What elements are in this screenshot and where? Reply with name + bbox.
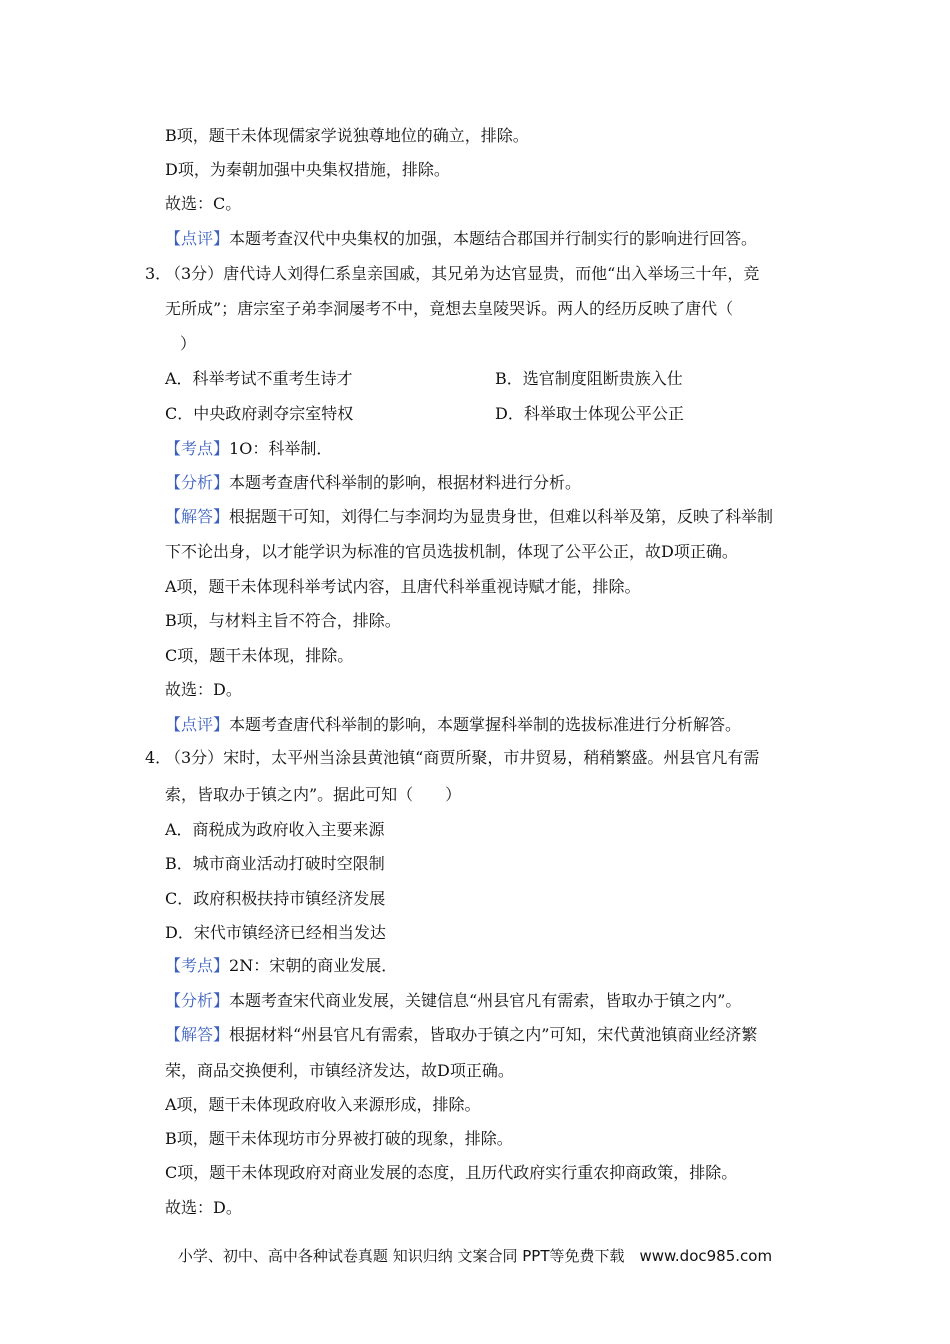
paragraph: D项，为秦朝加强中央集权措施，排除。 [165,160,450,179]
question-text: （3分）宋时，太平州当涂县黄池镇“商贾所聚，市井贸易，稍稍繁盛。州县官凡有需 [165,748,760,767]
comment-text: 本题考查汉代中央集权的加强，本题结合郡国并行制实行的影响进行回答。 [229,229,758,248]
answer-text: 根据材料“州县官凡有需索，皆取办于镇之内”可知，宋代黄池镇商业经济繁 [229,1025,758,1044]
kaodian-paragraph [165,438,332,460]
comment-text: 本题考查唐代科举制的影响，本题掌握科举制的选拔标准进行分析解答。 [229,715,742,734]
analysis-text: 本题考查唐代科举制的影响，根据材料进行分析。 [229,473,582,492]
analysis-paragraph [165,472,581,494]
question-text: （3分）唐代诗人刘得仁系皇亲国戚，其兄弟为达官显贵，而他“出入举场三十年，竞 [165,264,760,283]
analysis-paragraph [165,990,741,1012]
kaodian-tag: 【考点】 [165,439,230,458]
paragraph: 故选：D。 [165,1198,242,1217]
option-a: A．商税成为政府收入主要来源 [165,820,385,839]
question-text: 无所成”；唐宗室子弟李洞屡考不中，竟想去皇陵哭诉。两人的经历反映了唐代（ [165,299,734,318]
option-d: D．科举取士体现公平公正 [495,404,684,423]
question-text: ） [180,334,197,353]
option-c: C．中央政府剥夺宗室特权 [165,404,354,423]
answer-tag: 【解答】 [165,507,230,526]
paragraph: 故选：C。 [165,194,242,213]
kaodian-tag: 【考点】 [165,956,230,975]
paragraph: 故选：D。 [165,680,242,699]
option-b: B．选官制度阻断贵族入仕 [495,369,683,388]
question-number: 3． [145,264,172,283]
paragraph: C项，题干未体现，排除。 [165,646,354,665]
answer-tag: 【解答】 [165,1025,230,1044]
paragraph: B项，与材料主旨不符合，排除。 [165,611,401,630]
kaodian-text: 1O：科举制． [229,439,333,458]
answer-paragraph [165,1024,757,1046]
option-a: A．科举考试不重考生诗才 [165,369,353,388]
paragraph: C项，题干未体现政府对商业发展的态度，且历代政府实行重农抑商政策，排除。 [165,1163,738,1182]
comment-tag: 【点评】 [165,229,230,248]
answer-paragraph [165,506,773,528]
comment-paragraph [165,714,741,736]
analysis-tag: 【分析】 [165,991,230,1010]
option-d: D．宋代市镇经济已经相当发达 [165,923,386,942]
question-text: 索，皆取办于镇之内”。据此可知（ ） [165,785,462,804]
paragraph: A项，题干未体现科举考试内容，且唐代科举重视诗赋才能，排除。 [165,577,641,596]
comment-paragraph [165,228,757,250]
paragraph: B项，题干未体现坊市分界被打破的现象，排除。 [165,1129,513,1148]
answer-text: 根据题干可知，刘得仁与李洞均为显贵身世，但难以科举及第，反映了科举制 [229,507,774,526]
footer-banner: 小学、初中、高中各种试卷真题 知识归纳 文案合同 PPT等免费下载 www.doc985.com [177,1247,773,1265]
option-c: C．政府积极扶持市镇经济发展 [165,889,386,908]
analysis-tag: 【分析】 [165,473,230,492]
kaodian-paragraph [165,955,397,977]
option-b: B．城市商业活动打破时空限制 [165,854,385,873]
comment-tag: 【点评】 [165,715,230,734]
kaodian-text: 2N：宋朝的商业发展． [229,956,398,975]
answer-text: 荣，商品交换便利，市镇经济发达，故D项正确。 [165,1061,514,1080]
question-number: 4． [145,748,172,767]
answer-text: 下不论出身，以才能学识为标准的官员选拔机制，体现了公平公正，故D项正确。 [165,542,738,561]
analysis-text: 本题考查宋代商业发展，关键信息“州县官凡有需索，皆取办于镇之内”。 [229,991,742,1010]
paragraph: A项，题干未体现政府收入来源形成，排除。 [165,1095,481,1114]
paragraph: B项，题干未体现儒家学说独尊地位的确立，排除。 [165,126,529,145]
